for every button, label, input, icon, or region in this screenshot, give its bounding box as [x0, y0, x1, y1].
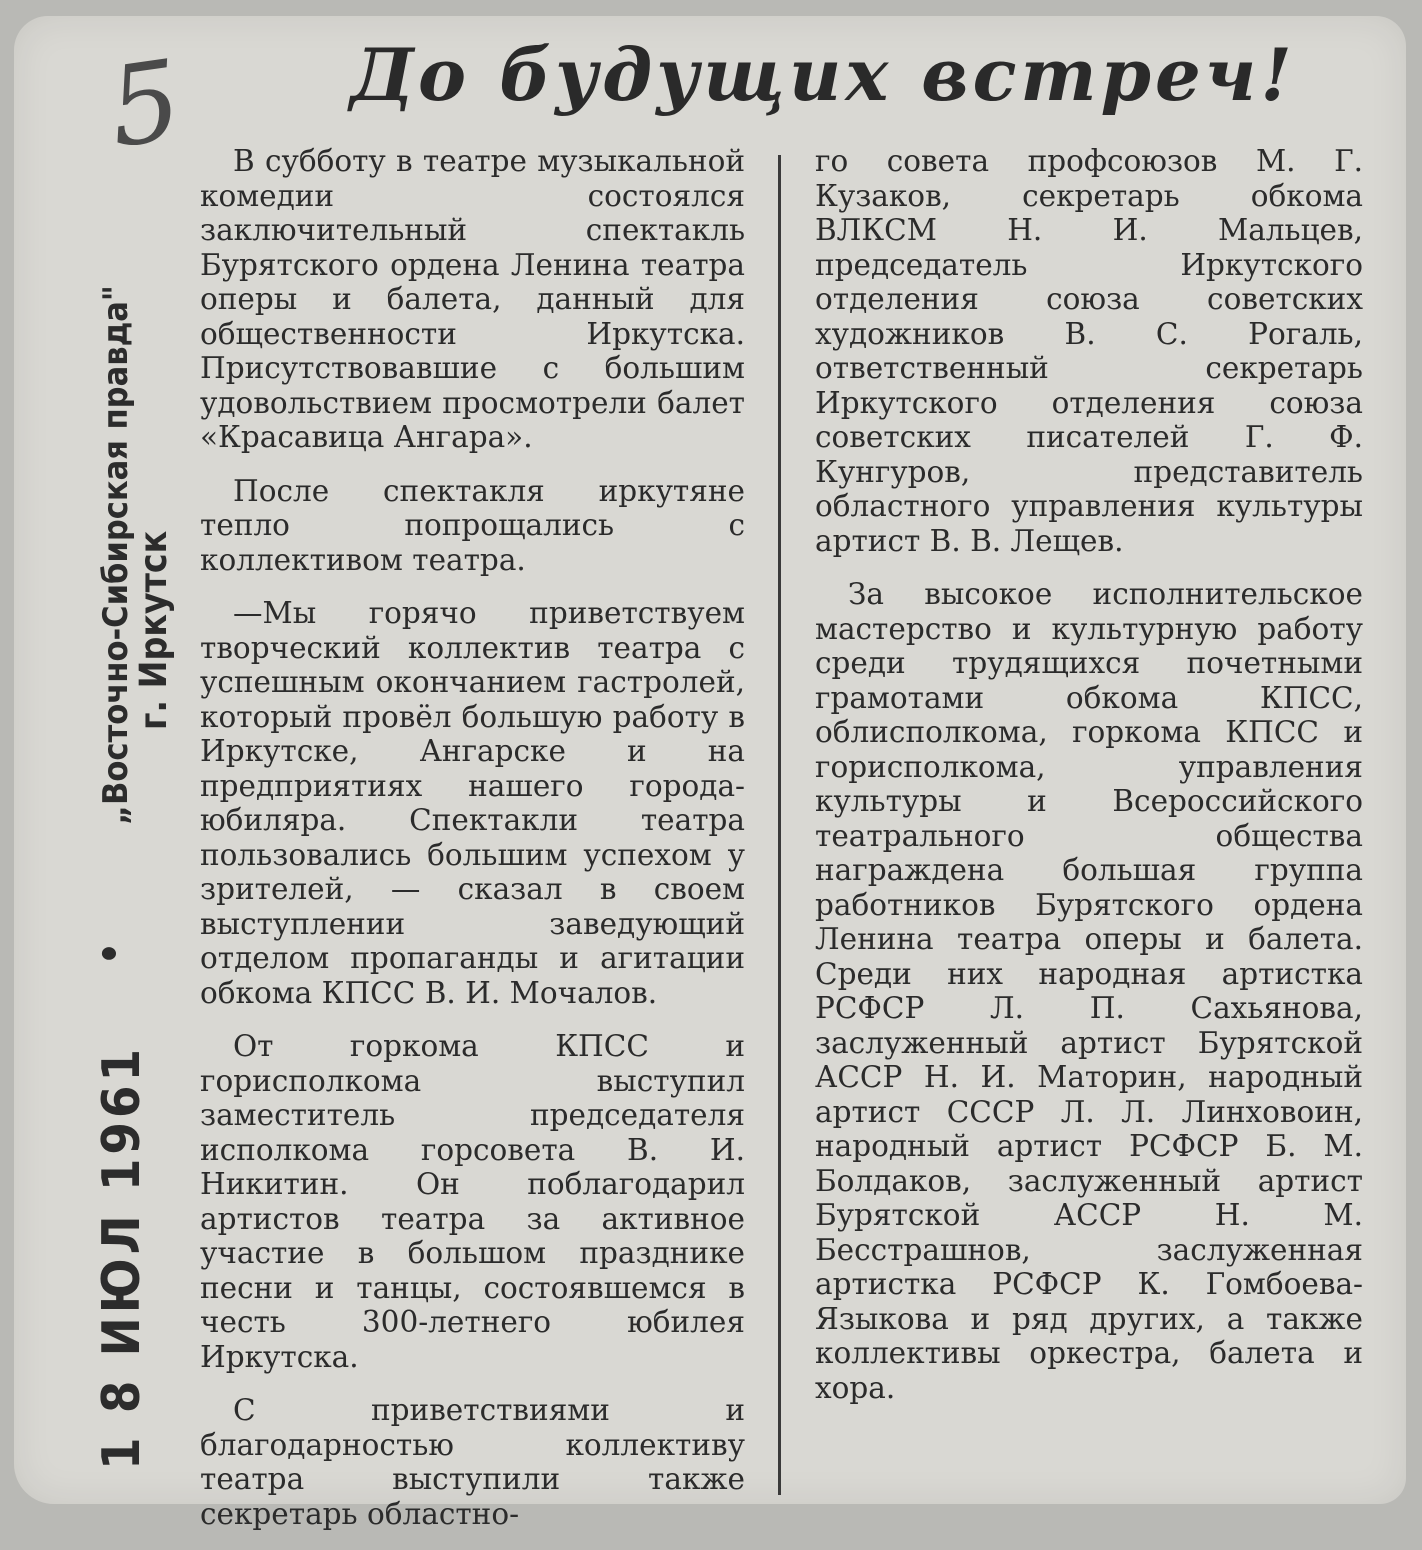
paragraph: За высокое исполнительское мастерство и культурную работу среди трудящихся почетными грамотами обкома КПСС, облисполкома, горкома КПСС и горисполкома, управления культуры и Всероссийского театрального общества награждена большая группа работников Бурятского ордена Ленина театра оперы и балета. Среди них народная артистка РСФСР Л. П. Сахьянова, заслуженный артист Бурятской АССР Н. И. Маторин, народный артист СССР Л. Л. Линховоин, народный артист РСФСР Б. М. Болдаков, заслуженный артист Бурятской АССР Н. М. Бесстрашнов, заслуженная артистка РСФСР К. Гомбоева-Языкова и ряд других, а также коллективы оркестра, балета и хора. [815, 577, 1363, 1405]
paragraph: От горкома КПСС и горисполкома выступил заместитель председателя исполкома горсовета В. И. Никитин. Он поблагодарил артистов театра за активное участие в большом празднике песни и танцы, состоявшемся в честь 300-летнего юбилея Иркутска. [200, 1029, 745, 1374]
handwritten-page-number: 5 [101, 35, 189, 173]
date-stamp: 1 8 ИЮЛ 1961 [92, 1044, 152, 1470]
column-divider [778, 155, 781, 1495]
paragraph: го совета профсоюзов М. Г. Кузаков, секретарь обкома ВЛКСМ Н. И. Мальцев, председатель Иркутского отделения союза советских художников В. С. Рогаль, ответственный секретарь Иркутского отделения союза советских писателей Г. Ф. Кунгуров, представитель областного управления культуры артист В. В. Лещев. [815, 144, 1363, 558]
city-name: г. Иркутск [132, 530, 175, 730]
paragraph: После спектакля иркутяне тепло попрощались с коллективом театра. [200, 473, 745, 577]
paragraph: —Мы горячо приветствуем творческий коллектив театра с успешным окончанием гастролей, который провёл большую работу в Иркутске, Ангарске и на предприятиях нашего города-юбиляра. Спектакли театра пользовались большим успехом у зрителей, — сказал в своем выступлении заведующий отделом пропаганды и агитации обкома КПСС В. И. Мочалов. [200, 596, 745, 1010]
paragraph: В субботу в театре музыкальной комедии состоялся заключительный спектакль Бурятского ордена Ленина театра оперы и балета, данный для общественности Иркутска. Присутствовавшие с большим удовольствием просмотрели балет «Красавица Ангара». [200, 144, 745, 454]
article-title: До будущих встреч! [350, 32, 1296, 117]
article-column-left [200, 144, 745, 1550]
separator-dot: • [88, 941, 134, 965]
paragraph: С приветствиями и благодарностью коллективу театра выступили также секретарь областно- [200, 1393, 745, 1531]
article-column-right [815, 144, 1363, 1424]
newspaper-name: „Восточно-Сибирская правда" [96, 285, 136, 825]
